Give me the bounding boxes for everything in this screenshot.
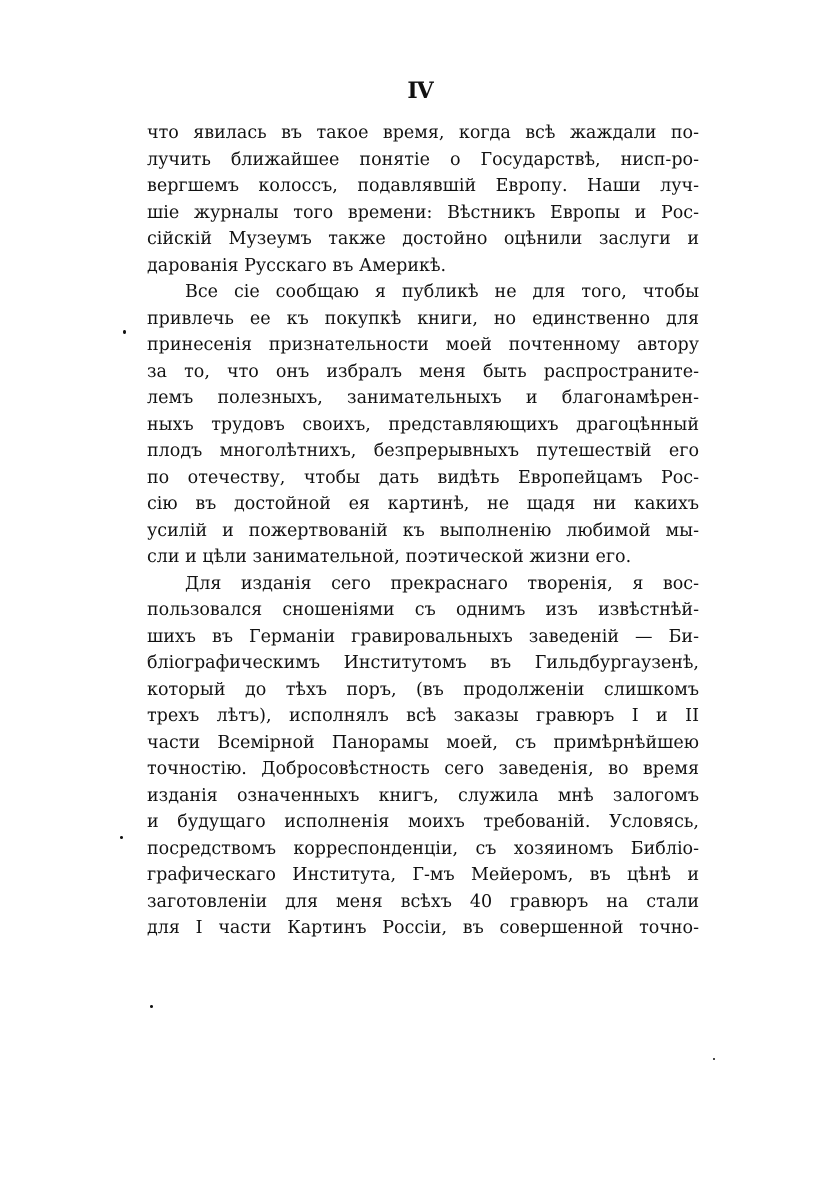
text-line: вергшемъ колоссъ, подавлявшій Европу. Наши луч- bbox=[147, 176, 699, 196]
text-line: и будущаго исполненія моихъ требованій. Условясь, bbox=[147, 812, 699, 832]
text-line: дарованія Русскаго въ Америкѣ. bbox=[147, 255, 447, 276]
text-line: усилій и пожертвованій къ выполненію любимой мы- bbox=[147, 520, 699, 541]
ink-speck bbox=[150, 1005, 153, 1008]
text-line: изданія означенныхъ книгъ, служила мнѣ залогомъ bbox=[147, 785, 699, 806]
text-line: сійскій Музеумъ также достойно оцѣнили заслуги и bbox=[147, 229, 699, 249]
text-line: лучить ближайшее понятіе о Государствѣ, нисп-ро- bbox=[147, 149, 699, 170]
text-line: ныхъ трудовъ своихъ, представляющихъ драгоцѣнный bbox=[147, 414, 699, 435]
text-line: что явилась въ такое время, когда всѣ жаждали по- bbox=[147, 123, 699, 143]
text-line: шихъ въ Германіи гравировальныхъ заведеній — Би- bbox=[147, 626, 699, 647]
text-line: посредствомъ корреспонденціи, съ хозяиномъ Библіо- bbox=[147, 838, 699, 859]
text-line: плодъ многолѣтнихъ, безпрерывныхъ путешествій его bbox=[147, 441, 699, 461]
ink-speck bbox=[120, 836, 123, 839]
paragraph-1 bbox=[147, 120, 699, 279]
text-line: который до тѣхъ поръ, (въ продолженіи слишкомъ bbox=[147, 679, 699, 700]
text-line: пользовался сношеніями съ однимъ изъ извѣстнѣй- bbox=[147, 600, 699, 620]
text-line: Для изданія сего прекраснаго творенія, я вос- bbox=[185, 573, 699, 594]
text-line: за то, что онъ избралъ меня быть распространите- bbox=[147, 361, 699, 382]
text-line: точностію. Добросовѣстность сего заведенія, во время bbox=[147, 759, 699, 779]
text-line: графическаго Института, Г-мъ Мейеромъ, въ цѣнѣ и bbox=[147, 865, 699, 885]
text-line: привлечь ее къ покупкѣ книги, но единственно для bbox=[147, 308, 699, 329]
ink-speck bbox=[123, 330, 126, 334]
paragraph-2 bbox=[147, 279, 699, 571]
text-line: части Всемірной Панорамы моей, съ примѣрнѣйшею bbox=[147, 732, 699, 753]
text-line: бліографическимъ Институтомъ въ Гильдбургаузенѣ, bbox=[147, 653, 699, 673]
text-line: сію въ достойной ея картинѣ, не щадя ни какихъ bbox=[147, 494, 699, 514]
text-line: для I части Картинъ Россіи, въ совершенной точно- bbox=[147, 918, 699, 938]
ink-speck bbox=[713, 1058, 715, 1060]
text-line: заготовленіи для меня всѣхъ 40 гравюръ на стали bbox=[147, 891, 699, 912]
paragraph-3 bbox=[147, 571, 699, 942]
text-line: трехъ лѣтъ), исполнялъ всѣ заказы гравюръ I и II bbox=[147, 706, 699, 726]
page-number: IV bbox=[407, 78, 433, 104]
text-line: лемъ полезныхъ, занимательныхъ и благонамѣрен- bbox=[147, 388, 699, 408]
text-line: сли и цѣли занимательной, поэтической жизни его. bbox=[147, 547, 632, 567]
text-line: принесенія признательности моей почтенному автору bbox=[147, 335, 699, 355]
body-text bbox=[147, 120, 699, 942]
text-line: по отечеству, чтобы дать видѣть Европейцамъ Рос- bbox=[147, 467, 699, 488]
text-line: Все сіе сообщаю я публикѣ не для того, чтобы bbox=[185, 282, 699, 302]
text-line: шіе журналы того времени: Вѣстникъ Европы и Рос- bbox=[147, 202, 699, 223]
